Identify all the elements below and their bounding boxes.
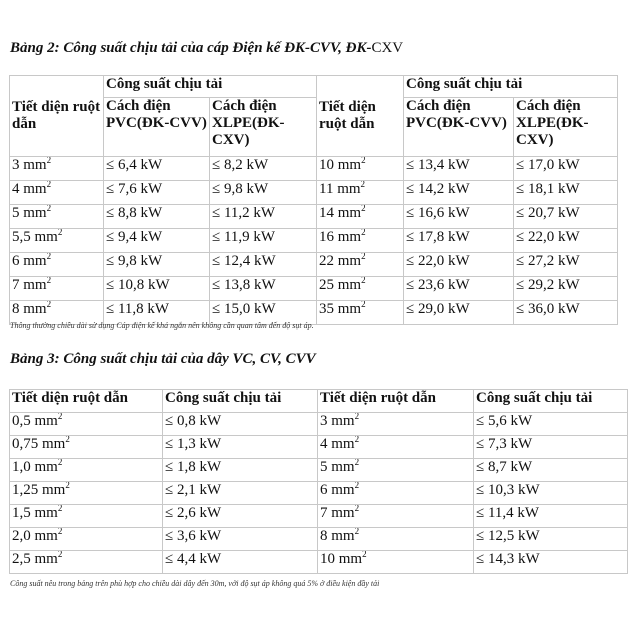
cross-section-cell: 3 $mm^2$ [10,157,104,181]
xlpe-capacity-cell: ≤ 18,1 kW [514,181,618,205]
cross-section-cell: 25 $mm^2$ [317,277,404,301]
xlpe-capacity-cell: ≤ 8,2 kW [210,157,317,181]
cross-section-cell: 5,5 $mm^2$ [10,229,104,253]
cross-section-cell: 35 $mm^2$ [317,301,404,325]
cross-section-cell: 6 $mm^2$ [318,482,474,505]
capacity-cell: ≤ 2,6 kW [163,505,318,528]
cross-section-cell: 10 $mm^2$ [318,551,474,574]
pvc-capacity-cell: ≤ 7,6 kW [104,181,210,205]
capacity-cell: ≤ 1,8 kW [163,459,318,482]
xlpe-capacity-cell: ≤ 20,7 kW [514,205,618,229]
table3-title: Bảng 3: Công suất chịu tải của dây VC, CV, CVV [10,351,316,367]
pvc-capacity-cell: ≤ 14,2 kW [404,181,514,205]
capacity-cell: ≤ 11,4 kW [474,505,628,528]
pvc-capacity-cell: ≤ 29,0 kW [404,301,514,325]
capacity-cell: ≤ 5,6 kW [474,413,628,436]
table3-note: Công suất nêu trong bảng trên phù hợp cho chiều dài dây đến 30m, với độ sụt áp không quá 5% ở điều kiện đầy tải [10,579,380,588]
cross-section-cell: 10 $mm^2$ [317,157,404,181]
xlpe-capacity-cell: ≤ 13,8 kW [210,277,317,301]
table-row [10,229,618,253]
table-row [10,277,618,301]
cross-section-cell: 1,25 $mm^2$ [10,482,163,505]
table-row [10,505,628,528]
capacity-cell: ≤ 7,3 kW [474,436,628,459]
pvc-capacity-cell: ≤ 9,8 kW [104,253,210,277]
cross-section-cell: 0,75 $mm^2$ [10,436,163,459]
pvc-capacity-cell: ≤ 6,4 kW [104,157,210,181]
cross-section-cell: 2,5 $mm^2$ [10,551,163,574]
capacity-cell: ≤ 2,1 kW [163,482,318,505]
cross-section-cell: 8 $mm^2$ [10,301,104,325]
table2-note: Thông thường chiều dài sử dụng Cáp điện kế khá ngắn nên không cần quan tâm đến độ sụt áp. [10,321,314,330]
table-row [10,459,628,482]
pvc-capacity-cell: ≤ 9,4 kW [104,229,210,253]
cross-section-cell: 6 $mm^2$ [10,253,104,277]
capacity-cell: ≤ 10,3 kW [474,482,628,505]
xlpe-capacity-cell: ≤ 15,0 kW [210,301,317,325]
table-row [10,157,618,181]
cross-section-cell: 11 $mm^2$ [317,181,404,205]
cross-section-cell: 7 $mm^2$ [10,277,104,301]
capacity-cell: ≤ 1,3 kW [163,436,318,459]
header-xlpe-left: Cách điện XLPE(ĐK-CXV) [210,98,317,157]
header-pvc-left: Cách điện PVC(ĐK-CVV) [104,98,210,157]
cross-section-cell: 8 $mm^2$ [318,528,474,551]
table-row [10,205,618,229]
header-capacity-right: Công suất chịu tải [474,390,628,413]
header-capacity-left: Công suất chịu tải [104,76,317,98]
xlpe-capacity-cell: ≤ 11,9 kW [210,229,317,253]
table-row [10,181,618,205]
table-row [10,551,628,574]
cross-section-cell: 3 $mm^2$ [318,413,474,436]
table-row [10,528,628,551]
capacity-cell: ≤ 0,8 kW [163,413,318,436]
cross-section-cell: 1,0 $mm^2$ [10,459,163,482]
header-cross-section-left: Tiết diện ruột dẫn [10,76,104,157]
xlpe-capacity-cell: ≤ 12,4 kW [210,253,317,277]
header-xlpe-right: Cách điện XLPE(ĐK-CXV) [514,98,618,157]
header-capacity-right: Công suất chịu tải [404,76,618,98]
xlpe-capacity-cell: ≤ 17,0 kW [514,157,618,181]
pvc-capacity-cell: ≤ 8,8 kW [104,205,210,229]
pvc-capacity-cell: ≤ 23,6 kW [404,277,514,301]
cross-section-cell: 22 $mm^2$ [317,253,404,277]
table-row [10,482,628,505]
header-cross-section-left: Tiết diện ruột dẫn [10,390,163,413]
cross-section-cell: 7 $mm^2$ [318,505,474,528]
table2-title: Bảng 2: Công suất chịu tải của cáp Điện kế ĐK-CVV, ĐK-CXV [10,40,404,56]
cross-section-cell: 4 $mm^2$ [318,436,474,459]
table-row [10,253,618,277]
pvc-capacity-cell: ≤ 22,0 kW [404,253,514,277]
cross-section-cell: 1,5 $mm^2$ [10,505,163,528]
header-capacity-left: Công suất chịu tải [163,390,318,413]
xlpe-capacity-cell: ≤ 27,2 kW [514,253,618,277]
pvc-capacity-cell: ≤ 10,8 kW [104,277,210,301]
capacity-cell: ≤ 12,5 kW [474,528,628,551]
capacity-cell: ≤ 3,6 kW [163,528,318,551]
pvc-capacity-cell: ≤ 16,6 kW [404,205,514,229]
cross-section-cell: 5 $mm^2$ [10,205,104,229]
header-cross-section-right: Tiết diện ruột dẫn [318,390,474,413]
cross-section-cell: 2,0 $mm^2$ [10,528,163,551]
xlpe-capacity-cell: ≤ 9,8 kW [210,181,317,205]
table-row [10,413,628,436]
pvc-capacity-cell: ≤ 13,4 kW [404,157,514,181]
header-cross-section-right: Tiết diện ruột dẫn [317,76,404,157]
capacity-cell: ≤ 8,7 kW [474,459,628,482]
pvc-capacity-cell: ≤ 17,8 kW [404,229,514,253]
xlpe-capacity-cell: ≤ 22,0 kW [514,229,618,253]
cross-section-cell: 16 $mm^2$ [317,229,404,253]
cross-section-cell: 5 $mm^2$ [318,459,474,482]
table3 [9,389,628,574]
pvc-capacity-cell: ≤ 11,8 kW [104,301,210,325]
xlpe-capacity-cell: ≤ 36,0 kW [514,301,618,325]
header-pvc-right: Cách điện PVC(ĐK-CVV) [404,98,514,157]
cross-section-cell: 0,5 $mm^2$ [10,413,163,436]
xlpe-capacity-cell: ≤ 11,2 kW [210,205,317,229]
table2 [9,75,618,325]
capacity-cell: ≤ 14,3 kW [474,551,628,574]
capacity-cell: ≤ 4,4 kW [163,551,318,574]
cross-section-cell: 4 $mm^2$ [10,181,104,205]
table-row [10,436,628,459]
xlpe-capacity-cell: ≤ 29,2 kW [514,277,618,301]
cross-section-cell: 14 $mm^2$ [317,205,404,229]
